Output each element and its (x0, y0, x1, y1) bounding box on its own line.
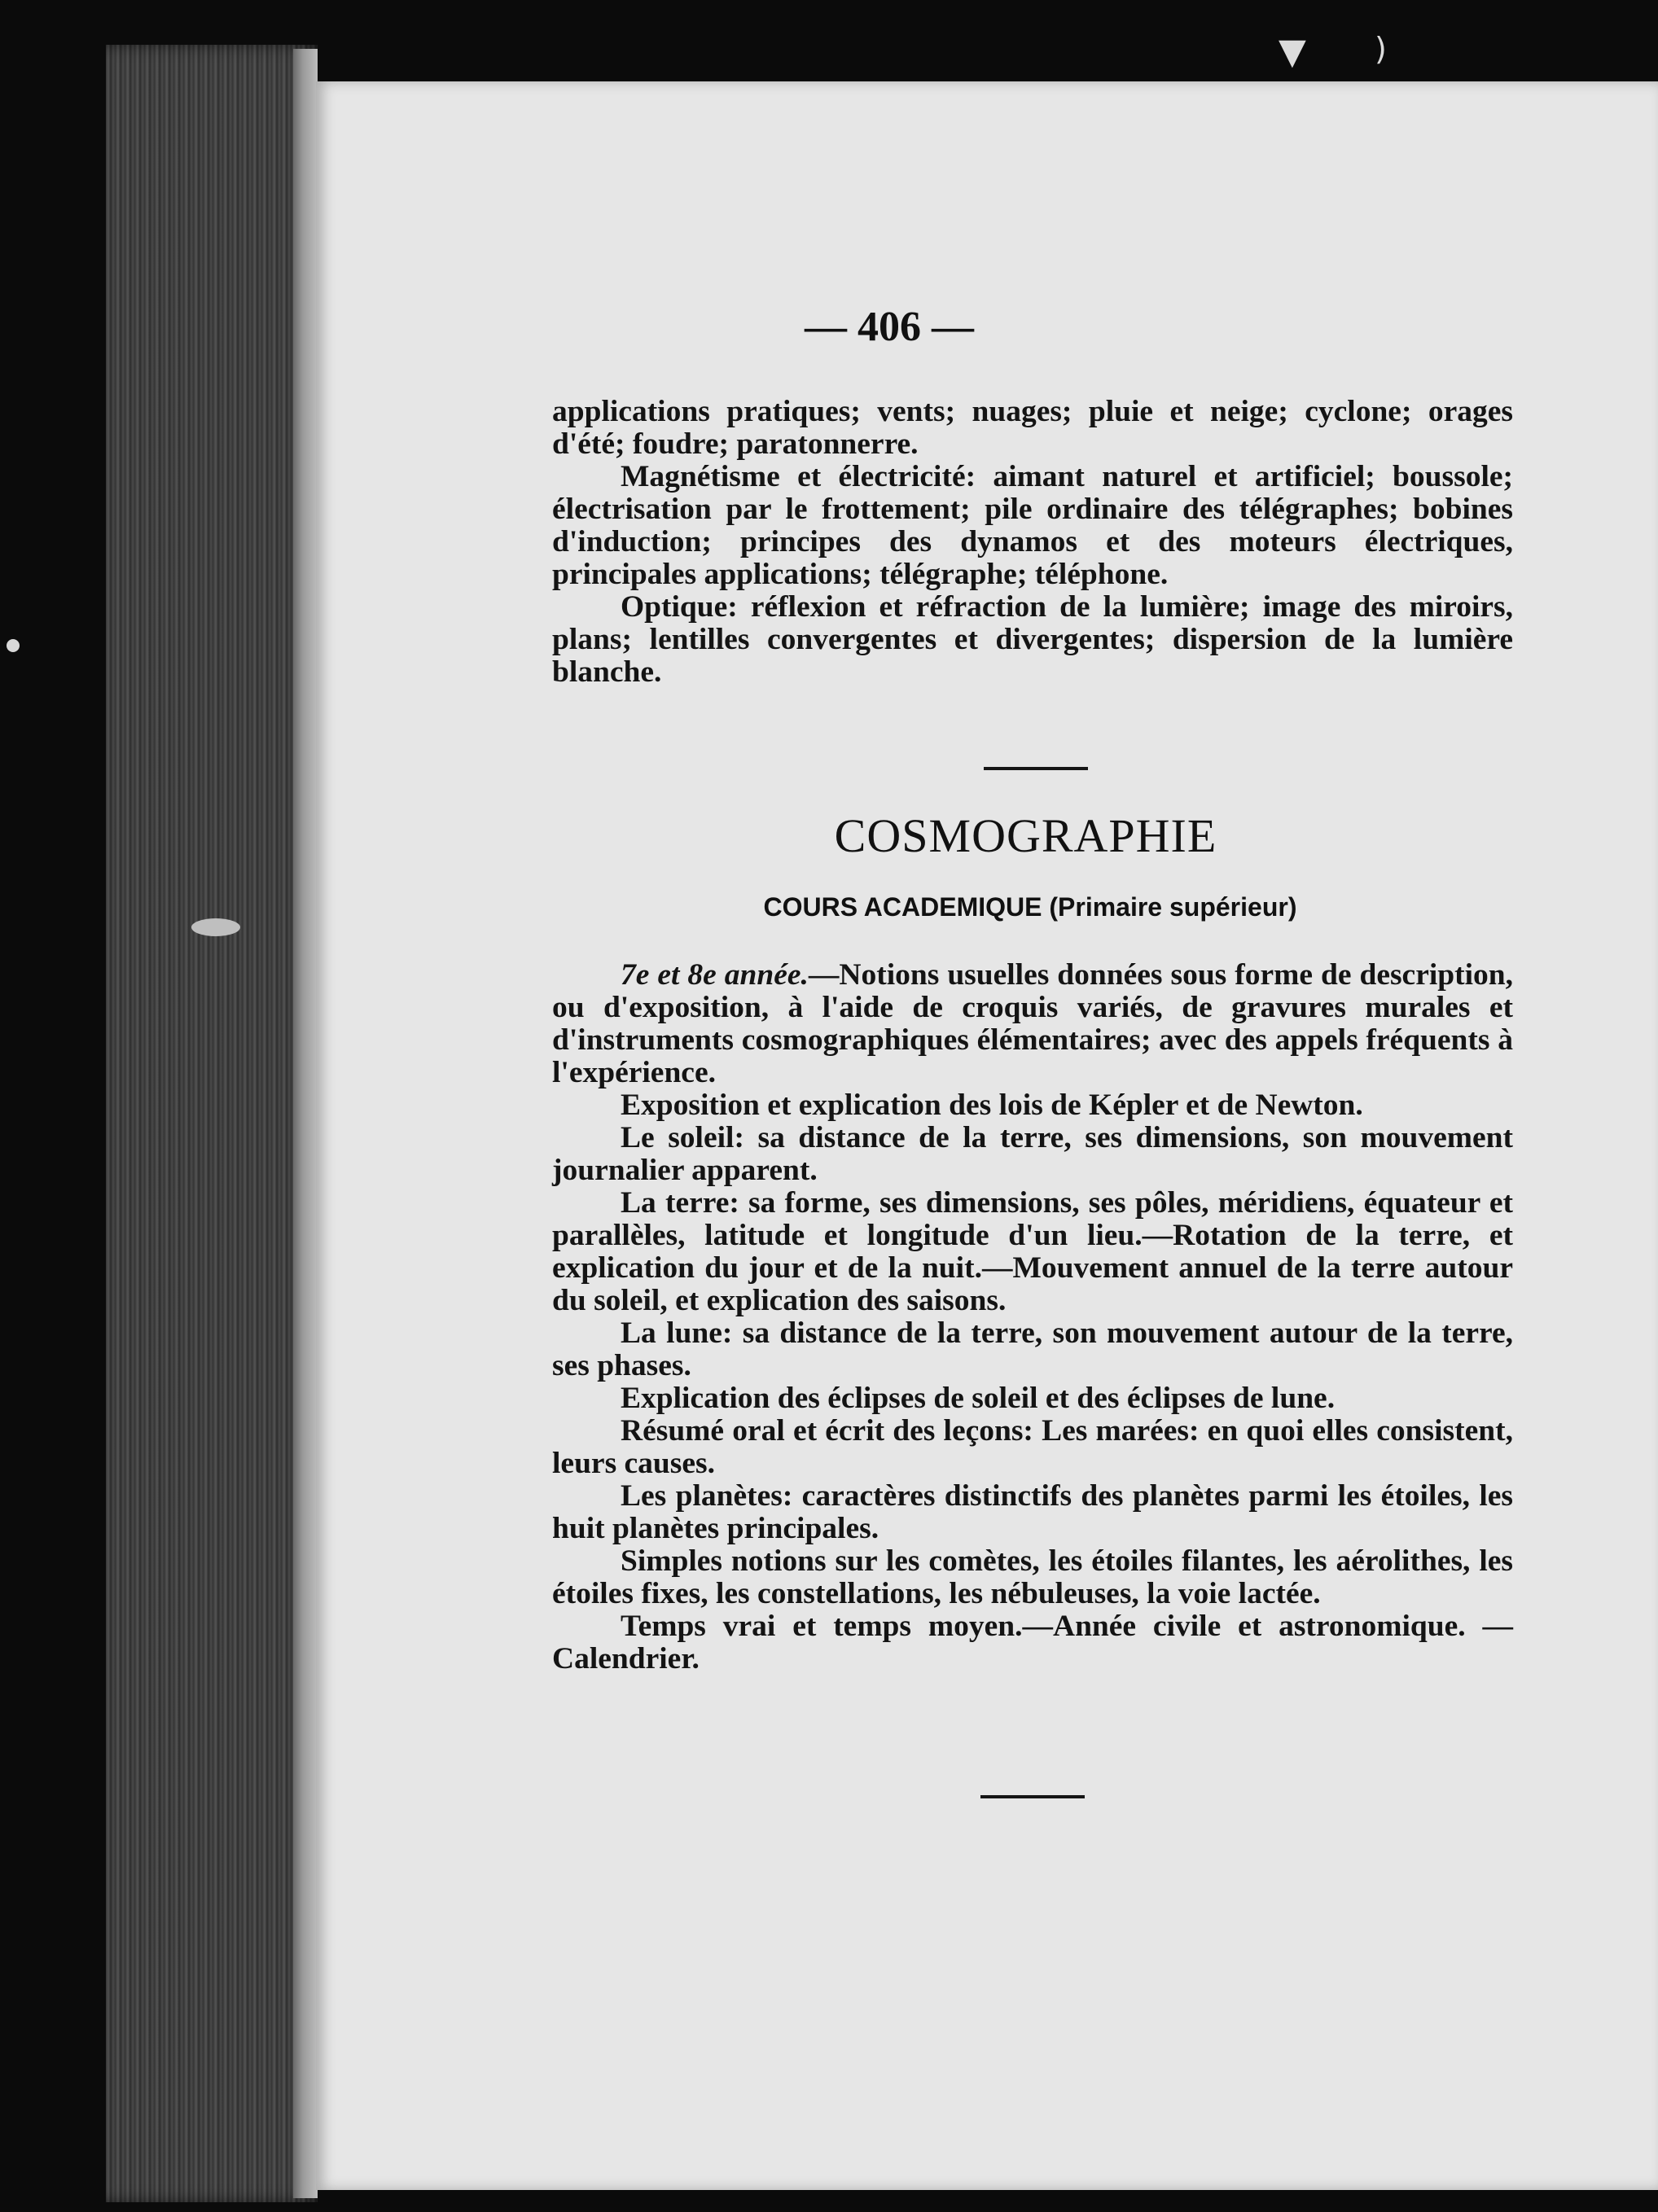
paragraph-text: —Notions usuelles données sous forme de description, ou d'exposition, à l'aide de croquis variés, de gravures murales et d'instruments cosmographiques élémentaires; avec des appels fréquents à l'expérience. (552, 958, 1514, 1089)
book-spine (106, 45, 318, 2202)
paragraph: Les planètes: caractères distinctifs des planètes parmi les étoiles, les huit planètes principales. (552, 1479, 1513, 1545)
scan-speck (7, 639, 20, 652)
section-divider (984, 767, 1088, 770)
paragraph (552, 959, 1513, 1089)
paragraph: Optique: réflexion et réfraction de la lumière; image des miroirs, plans; lentilles convergentes et divergentes; dispersion de la lumière blanche. (552, 590, 1513, 689)
paragraph: Explication des éclipses de soleil et des éclipses de lune. (621, 1382, 1336, 1415)
paragraph: La terre: sa forme, ses dimensions, ses pôles, méridiens, équateur et parallèles, latitude et longitude d'un lieu.—Rotation de la terre, et explication du jour et de la nuit.—Mouvement annuel de la terre autour du soleil, et explication des saisons. (552, 1186, 1513, 1317)
grade-label: 7e et 8e année. (621, 958, 809, 992)
page (316, 81, 1658, 2190)
page-number: — 406 — (805, 304, 974, 350)
paragraph: La lune: sa distance de la terre, son mouvement autour de la terre, ses phases. (552, 1316, 1513, 1382)
paragraph: applications pratiques; vents; nuages; pluie et neige; cyclone; orages d'été; foudre; paratonnerre. (552, 395, 1513, 461)
section-divider (980, 1795, 1085, 1798)
section-title: COSMOGRAPHIE (834, 809, 1217, 862)
section-subtitle: COURS ACADEMIQUE (Primaire supérieur) (763, 892, 1297, 922)
paragraph: Temps vrai et temps moyen.—Année civile et astronomique. —Calendrier. (552, 1610, 1513, 1675)
paragraph: Exposition et explication des lois de Képler et de Newton. (621, 1088, 1363, 1122)
cosmographie-text (552, 959, 1513, 1675)
scan-speck (191, 918, 240, 936)
paragraph: Magnétisme et électricité: aimant naturel et artificiel; boussole; électrisation par le frottement; pile ordinaire des télégraphes; bobines d'induction; principes des dynamos et des moteurs électriques, principales applications; télégraphe; téléphone. (552, 460, 1513, 591)
paragraph: Simples notions sur les comètes, les étoiles filantes, les aérolithes, les étoiles fixes, les constellations, les nébuleuses, la voie lactée. (552, 1544, 1513, 1610)
scan-artifact-mark: ) (1375, 31, 1387, 67)
scan-artifact-mark: ▼ (1279, 31, 1306, 72)
physics-section-text (552, 396, 1513, 689)
paragraph: Résumé oral et écrit des leçons: Les marées: en quoi elles consistent, leurs causes. (552, 1414, 1513, 1480)
paragraph: Le soleil: sa distance de la terre, ses dimensions, son mouvement journalier apparent. (552, 1121, 1513, 1187)
page-edge (293, 49, 318, 2198)
